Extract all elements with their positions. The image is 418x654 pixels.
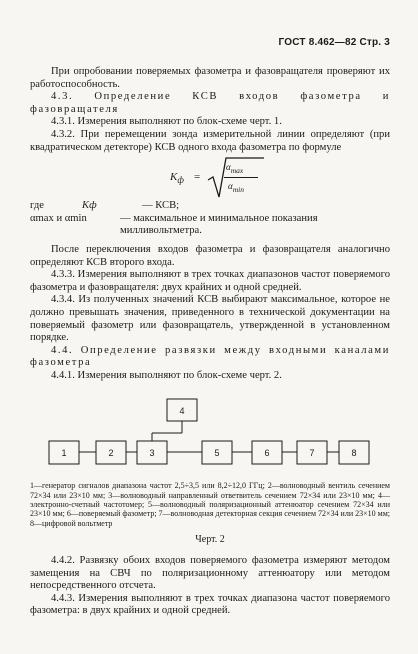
paragraph-testing: При опробовании поверяемых фазометра и фазовращателя проверяют их работоспособность. [30, 66, 390, 90]
section-4-4-1: 4.4.1. Измерения выполняют по блок-схеме черт. 2. [51, 369, 282, 381]
formula-equals: = [194, 171, 201, 184]
where-symbol-alpha: αmax и αmin [30, 212, 87, 224]
section-4-3-3: 4.3.3. Измерения выполняют в трех точках диапазонов частот поверяемого фазометра и фазовращателя: двух крайних и одной средней. [30, 269, 390, 293]
block-label-6: 6 [264, 448, 270, 459]
paragraph-second-input: После переключения входов фазометра и фазовращателя аналогично определяют КСВ второго входа. [30, 243, 390, 268]
formula-lhs: $K_ф$ [170, 171, 184, 186]
section-4-3-heading: 4.3. Определение КСВ входов фазометра и фазовращателя [30, 91, 390, 115]
section-4-4-2: 4.4.2. Развязку обоих входов поверяемого фазометра измеряют методом замещения на СВЧ по поляризационному аттенюатору или методом непосредственного отсчета. [30, 554, 390, 592]
document-body [30, 66, 390, 618]
formula-numerator: $\alpha_{max}$ [226, 162, 244, 175]
block-label-7: 7 [309, 448, 315, 459]
vswr-formula [30, 156, 390, 200]
block-label-4: 4 [179, 406, 185, 417]
section-4-3-1: 4.3.1. Измерения выполняют по блок-схеме черт. 1. [51, 116, 282, 128]
block-label-2: 2 [108, 448, 114, 459]
section-4-4-heading: 4.4. Определение развязки между входными каналами фазометра [30, 344, 390, 369]
fraction-line [224, 177, 258, 178]
where-def-k: — КСВ; [142, 200, 180, 212]
where-def-alpha: — максимальное и минимальное показания милливольтметра. [120, 212, 318, 237]
section-4-3-2: 4.3.2. При перемещении зонда измерительной линии определяют (при квадратическом детекторе) КСВ одного входа фазометра по формуле [30, 128, 390, 153]
block-label-8: 8 [351, 448, 357, 459]
block-label-1: 1 [61, 448, 67, 459]
figure-caption: 1—генератор сигналов диапазона частот 2,5÷3,5 или 8,2÷12,0 ГГц; 2—волноводный вентиль сечением 72×34 или 23×10 мм; 3—волноводный направленный ответвитель сечением 72×34 или 23×10 мм; 4—электронно-счетный частотомер; 5—волноводный поляризационный аттенюатор сечением 72×34 или 23×10 мм; 6—поверяемый фазометр; 7—волноводная детекторная секция сечением 72×34 или 23×10 мм; 8—цифровой вольтметр [30, 481, 390, 528]
formula-denominator: $\alpha_{min}$ [228, 181, 244, 194]
block-diagram [30, 391, 390, 477]
where-symbol-k: Kф [82, 200, 97, 212]
block-label-3: 3 [149, 448, 155, 459]
where-word: где [30, 200, 44, 212]
section-4-4-3: 4.4.3. Измерения выполняют в трех точках диапазона частот поверяемого фазометра: в двух крайних и одной средней. [30, 592, 390, 617]
page-header: ГОСТ 8.462—82 Стр. 3 [278, 37, 390, 48]
section-4-3-4: 4.3.4. Из полученных значений КСВ выбирают максимальное, которое не должно превышать значения, приведенного в технической документации на поверяемый фазометр или фазовращатель, утвержденной в установленном порядке. [30, 294, 390, 344]
formula-legend [30, 200, 390, 238]
block-label-5: 5 [214, 448, 220, 459]
block-diagram-svg [30, 391, 390, 477]
figure-title: Черт. 2 [195, 533, 225, 545]
